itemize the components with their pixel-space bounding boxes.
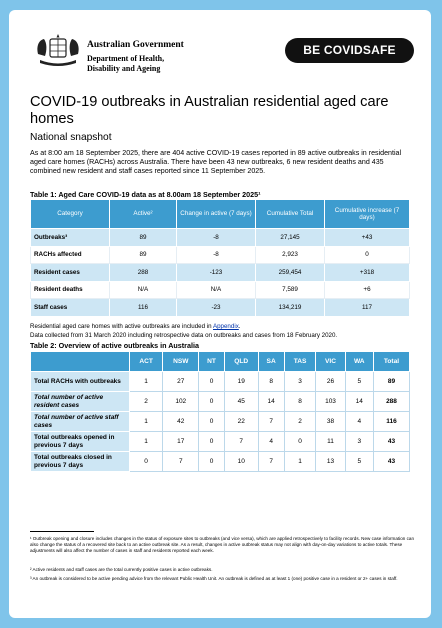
appendix-note bbox=[30, 323, 241, 330]
table-cell: N/A bbox=[177, 281, 256, 299]
table-cell: 10 bbox=[224, 452, 258, 472]
table-cell: +6 bbox=[325, 281, 410, 299]
footnote-2: ² Active residents and staff cases are the total currently positive cases in active outbreaks. bbox=[30, 567, 213, 572]
table-row bbox=[31, 372, 410, 392]
table-cell: 103 bbox=[316, 392, 345, 412]
coat-of-arms-icon bbox=[35, 34, 81, 68]
table-cell: Total outbreaks closed in previous 7 days bbox=[31, 452, 130, 472]
table-cell: 19 bbox=[224, 372, 258, 392]
table-row bbox=[31, 229, 410, 247]
table-cell: 22 bbox=[224, 412, 258, 432]
table2-header-sa: SA bbox=[258, 352, 284, 372]
table2-caption: Table 2: Overview of active outbreaks in Australia bbox=[30, 341, 199, 350]
table-cell: 0 bbox=[325, 246, 410, 264]
table2-header-vic: VIC bbox=[316, 352, 345, 372]
data-collection-note: Data collected from 31 March 2020 including retrospective data on outbreaks and cases from 18 February 2020. bbox=[30, 332, 338, 339]
table2-header-tas: TAS bbox=[284, 352, 316, 372]
table-cell: 7 bbox=[224, 432, 258, 452]
table2-header-blank bbox=[31, 352, 130, 372]
table-cell: Total number of active staff cases bbox=[31, 412, 130, 432]
footnote-3: ³ An outbreak is considered to be active pending advice from the relevant Public Health Unit. An outbreak is defined as at least 1 (one) positive case in a resident or 2+ cases in staff. bbox=[30, 576, 398, 581]
table-cell: N/A bbox=[110, 281, 177, 299]
appendix-link[interactable]: Appendix bbox=[212, 323, 239, 330]
footnote-1: ¹ Outbreak opening and closure includes changes in the status of exposure sites to outbreaks (and vice versa), which are applied retrospectively to facility records. New case information can also change the status of a recovered site back to an active outbreak site. As a result, changes in active outbreak status may not align with day-on-day variations to active totals. These adjustments will also affect the number of cases in staff and residents reported each week. bbox=[30, 536, 415, 553]
department-line-1: Department of Health, bbox=[87, 54, 165, 63]
table-cell: 45 bbox=[224, 392, 258, 412]
table-cell: 0 bbox=[284, 432, 316, 452]
table1-header-row bbox=[31, 200, 410, 229]
table-cell: Total RACHs with outbreaks bbox=[31, 372, 130, 392]
table-cell: Resident deaths bbox=[31, 281, 110, 299]
table-cell: 0 bbox=[199, 432, 225, 452]
table-cell: 3 bbox=[345, 432, 373, 452]
table-cell: 89 bbox=[110, 246, 177, 264]
table-row bbox=[31, 246, 410, 264]
table1-header-active: Active² bbox=[110, 200, 177, 229]
table-cell: 38 bbox=[316, 412, 345, 432]
table-cell: 89 bbox=[373, 372, 409, 392]
table-cell: 134,219 bbox=[256, 299, 325, 317]
table-cell: Resident cases bbox=[31, 264, 110, 282]
footnote-divider bbox=[30, 531, 94, 532]
table-cell: 7 bbox=[163, 452, 199, 472]
table-cell: 7 bbox=[258, 412, 284, 432]
table-cell: 43 bbox=[373, 432, 409, 452]
table-row bbox=[31, 264, 410, 282]
appendix-note-text: Residential aged care homes with active outbreaks are included in bbox=[30, 323, 213, 330]
table-cell: Total outbreaks opened in previous 7 days bbox=[31, 432, 130, 452]
table-cell: 3 bbox=[284, 372, 316, 392]
table-cell: 0 bbox=[130, 452, 163, 472]
table2-header-wa: WA bbox=[345, 352, 373, 372]
table-cell: Staff cases bbox=[31, 299, 110, 317]
table-cell: 1 bbox=[130, 412, 163, 432]
table-cell: 0 bbox=[199, 452, 225, 472]
table-cell: 288 bbox=[110, 264, 177, 282]
table-cell: 8 bbox=[284, 392, 316, 412]
table-cell: +43 bbox=[325, 229, 410, 247]
table-cell: 1 bbox=[130, 432, 163, 452]
table-cell: 102 bbox=[163, 392, 199, 412]
table-cell: 116 bbox=[373, 412, 409, 432]
table-cell: 1 bbox=[130, 372, 163, 392]
table-cell: 4 bbox=[345, 412, 373, 432]
appendix-note-end: . bbox=[238, 323, 241, 330]
document-page bbox=[9, 10, 431, 618]
table2-header-row bbox=[31, 352, 410, 372]
table-cell: -8 bbox=[177, 246, 256, 264]
table-row bbox=[31, 299, 410, 317]
table-cell: 5 bbox=[345, 452, 373, 472]
table-cell: -23 bbox=[177, 299, 256, 317]
table-cell: 26 bbox=[316, 372, 345, 392]
table2-header-nsw: NSW bbox=[163, 352, 199, 372]
table-cell: 0 bbox=[199, 392, 225, 412]
table-row bbox=[31, 412, 410, 432]
table-cell: 117 bbox=[325, 299, 410, 317]
table-cell: 2 bbox=[284, 412, 316, 432]
page-subtitle: National snapshot bbox=[30, 132, 112, 143]
intro-paragraph: As at 8:00 am 18 September 2025, there are 404 active COVID-19 cases reported in 89 active outbreaks in residential aged care homes (RACHs) across Australia. There have been 43 new outbreaks, 6 new resident deaths and 435 combined new resident and staff cases reported since 11 September 2025. bbox=[30, 149, 402, 176]
table-cell: 2,923 bbox=[256, 246, 325, 264]
table-cell: 0 bbox=[199, 372, 225, 392]
table-cell: 14 bbox=[345, 392, 373, 412]
table-cell: 288 bbox=[373, 392, 409, 412]
table-cell: 89 bbox=[110, 229, 177, 247]
table-cell: 259,454 bbox=[256, 264, 325, 282]
table1-header-change: Change in active (7 days) bbox=[177, 200, 256, 229]
table-cell: +318 bbox=[325, 264, 410, 282]
table-row bbox=[31, 432, 410, 452]
table-cell: 42 bbox=[163, 412, 199, 432]
table-cell: 13 bbox=[316, 452, 345, 472]
table-row bbox=[31, 281, 410, 299]
department-line-2: Disability and Ageing bbox=[87, 64, 161, 73]
table-cell: 1 bbox=[284, 452, 316, 472]
be-covidsafe-badge: BE COVIDSAFE bbox=[285, 38, 414, 63]
table2-header-total: Total bbox=[373, 352, 409, 372]
table1-header-cumulative: Cumulative Total bbox=[256, 200, 325, 229]
table-cell: 14 bbox=[258, 392, 284, 412]
table-row bbox=[31, 452, 410, 472]
table-cell: 4 bbox=[258, 432, 284, 452]
table-cell: 7 bbox=[258, 452, 284, 472]
table-cell: 27 bbox=[163, 372, 199, 392]
table-cell: 43 bbox=[373, 452, 409, 472]
table-cell: 0 bbox=[199, 412, 225, 432]
aged-care-data-table bbox=[30, 199, 410, 317]
active-outbreaks-table bbox=[30, 351, 410, 472]
table-cell: 17 bbox=[163, 432, 199, 452]
table-cell: RACHs affected bbox=[31, 246, 110, 264]
table-cell: 11 bbox=[316, 432, 345, 452]
table-cell: -8 bbox=[177, 229, 256, 247]
table-cell: 2 bbox=[130, 392, 163, 412]
table2-header-act: ACT bbox=[130, 352, 163, 372]
table-cell: Outbreaks³ bbox=[31, 229, 110, 247]
table-cell: Total number of active resident cases bbox=[31, 392, 130, 412]
table-cell: 8 bbox=[258, 372, 284, 392]
table2-header-qld: QLD bbox=[224, 352, 258, 372]
table1-header-increase: Cumulative increase (7 days) bbox=[325, 200, 410, 229]
table2-header-nt: NT bbox=[199, 352, 225, 372]
table-cell: 7,589 bbox=[256, 281, 325, 299]
government-name: Australian Government bbox=[87, 40, 184, 50]
page-title: COVID-19 outbreaks in Australian residential aged care homes bbox=[30, 94, 389, 127]
table-cell: 116 bbox=[110, 299, 177, 317]
page-header bbox=[9, 10, 431, 72]
table1-caption: Table 1: Aged Care COVID-19 data as at 8.00am 18 September 2025¹ bbox=[30, 190, 261, 199]
table-cell: 27,145 bbox=[256, 229, 325, 247]
table-cell: 5 bbox=[345, 372, 373, 392]
table1-header-category: Category bbox=[31, 200, 110, 229]
table-cell: -123 bbox=[177, 264, 256, 282]
table-row bbox=[31, 392, 410, 412]
department-name bbox=[87, 54, 164, 74]
